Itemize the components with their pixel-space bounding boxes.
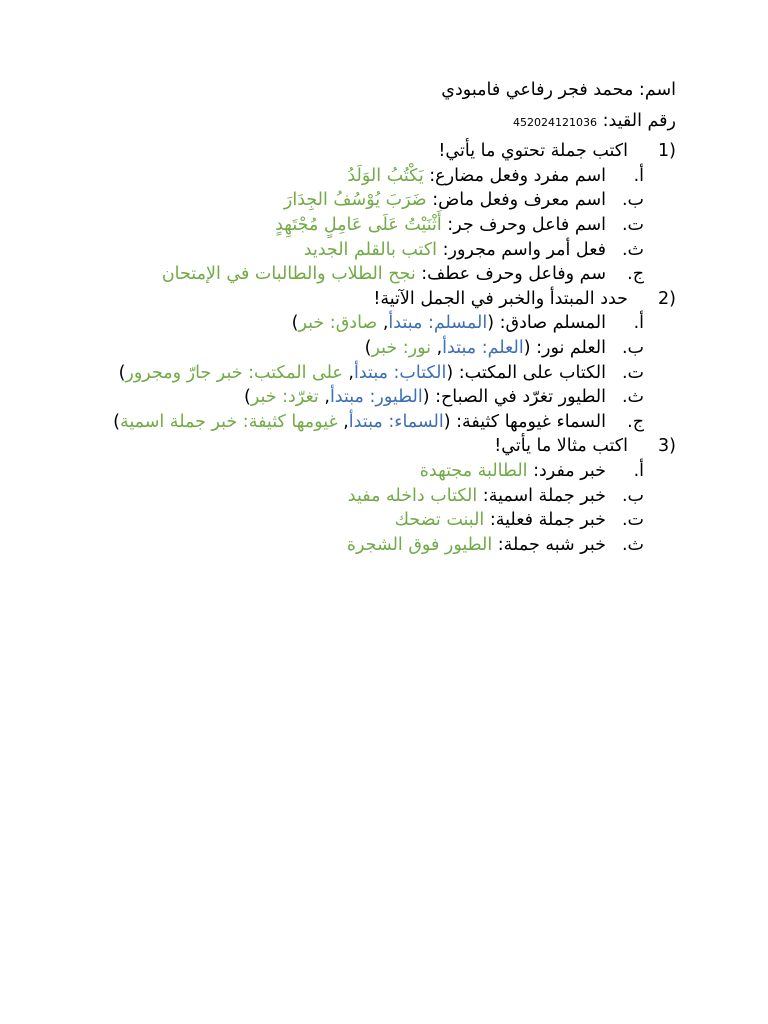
section-title: اكتب مثالا ما يأتي! <box>494 436 628 457</box>
item-prompt: اسم فاعل وحرف جر: <box>447 214 606 235</box>
list-item: ت. الكتاب على المكتب: (الكتاب: مبتدأ, على المكتب: خبر جارّ ومجرور) <box>96 361 676 386</box>
item-letter: ث. <box>621 534 644 555</box>
item-answer: اكتب بالقلم الجديد <box>303 239 438 260</box>
section-number: 2) <box>658 288 676 309</box>
item-answer: يَكْتُبُ الوَلَدُ <box>347 165 424 186</box>
list-item <box>96 459 676 484</box>
mubtada-answer: المسلم: مبتدأ <box>388 313 488 334</box>
item-letter: ب. <box>621 190 644 211</box>
khabar-answer: صادق: خبر <box>298 313 378 334</box>
item-sentence: العلم نور: <box>536 337 606 358</box>
khabar-answer: تغرّد: خبر <box>250 387 319 408</box>
item-answer: الطالبة مجتهدة <box>419 460 528 481</box>
item-answer: نجح الطلاب والطالبات في الإمتحان <box>161 264 416 285</box>
khabar-answer: نور: خبر <box>371 337 432 358</box>
list-item <box>96 533 676 558</box>
section-1-heading <box>96 139 676 164</box>
item-letter: ب. <box>621 485 644 506</box>
item-prompt: اسم مفرد وفعل مضارع: <box>429 165 606 186</box>
khabar-answer: على المكتب: خبر جارّ ومجرور <box>125 362 343 383</box>
item-letter: أ. <box>633 460 644 481</box>
item-letter: ت. <box>621 362 644 383</box>
list-item <box>96 238 676 263</box>
section-number: 3) <box>658 436 676 457</box>
list-item <box>96 508 676 533</box>
item-prompt: خبر جملة فعلية: <box>489 510 606 531</box>
list-item: أ. المسلم صادق: (المسلم: مبتدأ, صادق: خبر) <box>96 311 676 336</box>
item-prompt: فعل أمر واسم مجرور: <box>442 239 606 260</box>
item-prompt: خبر جملة اسمية: <box>482 485 606 506</box>
item-answer: الكتاب داخله مفيد <box>347 485 478 506</box>
item-letter: ت. <box>621 510 644 531</box>
list-item <box>96 262 676 287</box>
mubtada-answer: السماء: مبتدأ <box>348 411 444 432</box>
student-id-line <box>96 109 676 136</box>
item-letter: ج. <box>627 411 644 432</box>
document-body <box>96 78 676 557</box>
item-letter: ث. <box>621 239 644 260</box>
name-label: اسم: <box>638 80 676 100</box>
item-answer: ضَرَبَ يُوْسُفُ الجِدَارَ <box>283 190 427 211</box>
section-2-heading <box>96 287 676 312</box>
section-title: اكتب جملة تحتوي ما يأتي! <box>438 141 628 162</box>
section-title: حدد المبتدأ والخبر في الجمل الآتية! <box>373 288 628 309</box>
item-prompt: خبر مفرد: <box>533 460 606 481</box>
list-item: ث. الطيور تغرّد في الصباح: (الطيور: مبتدأ, تغرّد: خبر) <box>96 385 676 410</box>
list-item <box>96 188 676 213</box>
item-prompt: اسم معرف وفعل ماض: <box>432 190 606 211</box>
item-letter: ب. <box>621 337 644 358</box>
item-letter: أ. <box>633 165 644 186</box>
section-3-heading <box>96 434 676 459</box>
item-sentence: السماء غيومها كثيفة: <box>456 411 606 432</box>
list-item <box>96 213 676 238</box>
mubtada-answer: العلم: مبتدأ <box>442 337 524 358</box>
list-item <box>96 484 676 509</box>
item-sentence: المسلم صادق: <box>499 313 606 334</box>
student-name-line <box>96 78 676 103</box>
item-letter: ج. <box>627 264 644 285</box>
item-letter: ت. <box>621 214 644 235</box>
list-item: ج. السماء غيومها كثيفة: (السماء: مبتدأ, غيومها كثيفة: خبر جملة اسمية) <box>96 410 676 435</box>
name-value: محمد فجر رفاعي فامبودي <box>441 80 634 100</box>
khabar-answer: غيومها كثيفة: خبر جملة اسمية <box>119 411 338 432</box>
list-item: ب. العلم نور: (العلم: مبتدأ, نور: خبر) <box>96 336 676 361</box>
item-answer: الطيور فوق الشجرة <box>346 534 493 555</box>
list-item <box>96 164 676 189</box>
item-letter: ث. <box>621 387 644 408</box>
item-answer: أَثْنَيْتُ عَلَى عَامِلٍ مُجْتَهِدٍ <box>275 214 442 235</box>
id-label: رقم القيد: <box>602 110 676 131</box>
item-sentence: الطيور تغرّد في الصباح: <box>435 387 606 408</box>
mubtada-answer: الطيور: مبتدأ <box>329 387 423 408</box>
item-sentence: الكتاب على المكتب: <box>458 362 606 383</box>
item-prompt: سم وفاعل وحرف عطف: <box>421 264 606 285</box>
section-number: 1) <box>658 141 676 162</box>
item-prompt: خبر شبه جملة: <box>497 534 606 555</box>
id-value: 452024121036 <box>513 115 597 129</box>
item-answer: البنت تضحك <box>394 510 485 531</box>
mubtada-answer: الكتاب: مبتدأ <box>353 362 447 383</box>
item-letter: أ. <box>633 313 644 334</box>
